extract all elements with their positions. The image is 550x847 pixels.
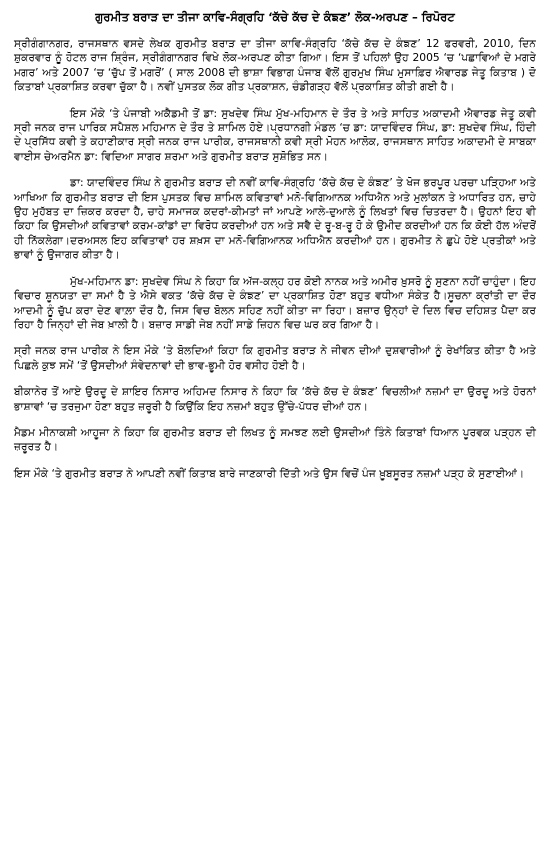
paragraph-sukhdev-singh: ਮੁੱਖ-ਮਹਿਮਾਨ ਡਾ: ਸੁਖਦੇਵ ਸਿੰਘ ਨੇ ਕਿਹਾ ਕਿ ਅੱਜ-ਕਲ੍ਹ ਹਰ ਕੋਈ ਨਾਨਕ ਅਤੇ ਅਮੀਰ ਖ਼ੁਸਰੋ ਨੂੰ ਸੁਣਨਾ ਨਹੀਂ ਚਾਹੁੰਦਾ। ਇਹ ਵਿਚਾਰ ਸ਼ੂਨਯਤਾ ਦਾ ਸਮਾਂ ਹੈ ਤੇ ਐਸੇ ਵਕਤ ‘ਕੱਚੇ ਕੱਚ ਦੇ ਕੰਙਣ’ ਦਾ ਪ੍ਰਕਾਸ਼ਿਤ ਹੋਣਾ ਬਹੁਤ ਵਧੀਆ ਸੰਕੇਤ ਹੈ।ਸੂਚਨਾ ਕ੍ਰਾਂਤੀ ਦਾ ਦੌਰ ਆਦਮੀ ਨੂੰ ਚੁੱਪ ਕਰਾ ਦੇਣ ਵਾਲ਼ਾ ਦੌਰ ਹੈ, ਜਿਸ ਵਿਚ ਬੋਲਨ ਸਹਿਣ ਨਹੀਂ ਕੀਤਾ ਜਾ ਰਿਹਾ। ਬਜ਼ਾਰ ਉਨ੍ਹਾਂ ਦੇ ਦਿਲ ਵਿਚ ਦਹਿਸ਼ਤ ਪੈਦਾ ਕਰ ਰਿਹਾ ਹੈ ਜਿਨ੍ਹਾਂ ਦੀ ਜੇਬ ਖ਼ਾਲੀ ਹੈ। ਬਜ਼ਾਰ ਸਾਡੀ ਜੇਬ ਨਹੀਂ ਸਾਡੇ ਜ਼ਿਹਨ ਵਿਚ ਘਰ ਕਰ ਗਿਆ ਹੈ। — [14, 274, 536, 331]
paragraph-guests: ਇਸ ਮੌਕੇ ‘ਤੇ ਪੰਜਾਬੀ ਅਕੈਡਮੀ ਤੋਂ ਡਾ: ਸੁਖਦੇਵ ਸਿੰਘ ਮੁੱਖ-ਮਹਿਮਾਨ ਦੇ ਤੌਰ ਤੇ ਅਤੇ ਸਾਹਿਤ ਅਕਾਦਮੀ ਐਵਾਰਡ ਜੇਤੂ ਕਵੀ ਸ੍ਰੀ ਜਨਕ ਰਾਜ ਪਾਰਿਕ ਸਪੈਸ਼ਲ ਮਹਿਮਾਨ ਦੇ ਤੌਰ ਤੇ ਸ਼ਾਮਿਲ ਹੋਏ।ਪ੍ਰਧਾਨਗੀ ਮੰਡਲ ‘ਚ ਡਾ: ਯਾਦਵਿੰਦਰ ਸਿੰਘ, ਡਾ: ਸੁਖਦੇਵ ਸਿੰਘ, ਹਿੰਦੀ ਦੇ ਪ੍ਰਸਿੱਧ ਕਵੀ ਤੇ ਕਹਾਣੀਕਾਰ ਸ੍ਰੀ ਜਨਕ ਰਾਜ ਪਾਰੀਕ, ਰਾਜਸਥਾਨੀ ਕਵੀ ਸ੍ਰੀ ਮੋਹਨ ਆਲੋਕ, ਰਾਜਸਥਾਨ ਸਾਹਿਤ ਅਕਾਦਮੀ ਦੇ ਸਾਬਕਾ ਵਾਈਸ ਚੇਅਰਮੈਨ ਡਾ: ਵਿਦਿਆ ਸਾਗਰ ਸ਼ਰਮਾ ਅਤੇ ਗੁਰਮੀਤ ਬਰਾੜ ਸੁਸ਼ੋਭਿਤ ਸਨ। — [14, 106, 536, 163]
paragraph-janak-raj-pareek: ਸ੍ਰੀ ਜਨਕ ਰਾਜ ਪਾਰੀਕ ਨੇ ਇਸ ਮੌਕੇ ‘ਤੇ ਬੋਲਦਿਆਂ ਕਿਹਾ ਕਿ ਗੁਰਮੀਤ ਬਰਾੜ ਨੇ ਜੀਵਨ ਦੀਆਂ ਦੁਸ਼ਵਾਰੀਆਂ ਨੂੰ ਰੇਖਾਂਕਿਤ ਕੀਤਾ ਹੈ ਅਤੇ ਪਿਛਲੇ ਕੁਝ ਸਮੇਂ ‘ਤੋਂ ਉਸਦੀਆਂ ਸੰਵੇਦਨਾਵਾਂ ਦੀ ਭਾਵ-ਭੂਮੀ ਹੋਰ ਵਸੀਹ ਹੋਈ ਹੈ। — [14, 344, 536, 372]
paragraph-nisar-ahmed-nisar: ਬੀਕਾਨੇਰ ਤੋਂ ਆਏ ਉਰਦੂ ਦੇ ਸ਼ਾਇਰ ਨਿਸਾਰ ਅਹਿਮਦ ਨਿਸਾਰ ਨੇ ਕਿਹਾ ਕਿ ‘ਕੱਚੇ ਕੱਚ ਦੇ ਕੰਙਣ’ ਵਿਚਲੀਆਂ ਨਜ਼ਮਾਂ ਦਾ ਉਰਦੂ ਅਤੇ ਹੋਰਨਾਂ ਭਾਸ਼ਾਵਾਂ ‘ਚ ਤਰਜੁਮਾ ਹੋਣਾ ਬਹੁਤ ਜ਼ਰੂਰੀ ਹੈ ਕਿਉਂਕਿ ਇਹ ਨਜ਼ਮਾਂ ਬਹੁਤ ਉੱਚੇ-ਪੱਧਰ ਦੀਆਂ ਹਨ। — [14, 385, 536, 413]
paragraph-poem-reading: ਇਸ ਮੌਕੇ ‘ਤੇ ਗੁਰਮੀਤ ਬਰਾੜ ਨੇ ਆਪਣੀ ਨਵੀਂ ਕਿਤਾਬ ਬਾਰੇ ਜਾਣਕਾਰੀ ਦਿੱਤੀ ਅਤੇ ਉਸ ਵਿਚੋਂ ਪੰਜ ਖ਼ੂਬਸੂਰਤ ਨਜ਼ਮਾਂ ਪੜ੍ਹ ਕੇ ਸੁਣਾਈਆਂ। — [14, 466, 525, 480]
paragraph-meenakshi-ahuja: ਮੈਡਮ ਮੀਨਾਕਸ਼ੀ ਆਹੂਜਾ ਨੇ ਕਿਹਾ ਕਿ ਗੁਰਮੀਤ ਬਰਾੜ ਦੀ ਲਿਖਤ ਨੂੰ ਸਮਝਣ ਲਈ ਉਸਦੀਆਂ ਤਿੰਨੇ ਕਿਤਾਬਾਂ ਧਿਆਨ ਪੂਰਵਕ ਪੜ੍ਹਨ ਦੀ ਜ਼ਰੂਰਤ ਹੈ। — [14, 425, 536, 454]
report-title: ਗੁਰਮੀਤ ਬਰਾੜ ਦਾ ਤੀਜਾ ਕਾਵਿ-ਸੰਗ੍ਰਹਿ ‘ਕੱਚੇ ਕੱਚ ਦੇ ਕੰਙਣ’ ਲੋਕ-ਅਰਪਣ – ਰਿਪੋਰਟ — [95, 10, 455, 24]
paragraph-book-release: ਸ੍ਰੀਗੰਗਾਨਗਰ, ਰਾਜਸਥਾਨ ਵਸਦੇ ਲੇਖਕ ਗੁਰਮੀਤ ਬਰਾੜ ਦਾ ਤੀਜਾ ਕਾਵਿ-ਸੰਗ੍ਰਹਿ ‘ਕੱਚੇ ਕੱਚ ਦੇ ਕੰਙਣ’ 12 ਫਰਵਰੀ, 2010, ਦਿਨ ਸ਼ੁਕਰਵਾਰ ਨੂੰ ਹੋਟਲ ਰਾਜ ਸ਼੍ਰਿੰਜ, ਸ੍ਰੀਗੰਗਾਨਗਰ ਵਿਖੇ ਲੋਕ-ਅਰਪਣ ਕੀਤਾ ਗਿਆ। ਇਸ ਤੋਂ ਪਹਿਲਾਂ ਉਹ 2005 ‘ਚ ‘ਪਛਾਵਿਆਂ ਦੇ ਮਗਰੇ ਮਗਰ’ ਅਤੇ 2007 ‘ਚ ‘ਚੁੱਪ ਤੋਂ ਮਗਰੋਂ’ ( ਸਾਲ 2008 ਦੀ ਭਾਸ਼ਾ ਵਿਭਾਗ ਪੰਜਾਬ ਵੱਲੋਂ ਗੁਰਮੁਖ ਸਿੰਘ ਮੁਸਾਫ਼ਿਰ ਐਵਾਰਡ ਜੇਤੂ ਕਿਤਾਬ ) ਦੋ ਕਿਤਾਬਾਂ ਪ੍ਰਕਾਸ਼ਿਤ ਕਰਵਾ ਚੁੱਕਾ ਹੈ। ਨਵੀਂ ਪੁਸਤਕ ਲੋਕ ਗੀਤ ਪ੍ਰਕਾਸ਼ਨ, ਚੰਡੀਗੜ੍ਹ ਵੱਲੋਂ ਪ੍ਰਕਾਸ਼ਿਤ ਕੀਤੀ ਗਈ ਹੈ। — [14, 37, 536, 94]
paragraph-yadwinder-singh: ਡਾ: ਯਾਦਵਿੰਦਰ ਸਿੰਘ ਨੇ ਗੁਰਮੀਤ ਬਰਾੜ ਦੀ ਨਵੀਂ ਕਾਵਿ-ਸੰਗ੍ਰਹਿ ‘ਕੱਚੇ ਕੱਚ ਦੇ ਕੰਙਣ’ ਤੇ ਖੋਜ ਭਰਪੂਰ ਪਰਚਾ ਪੜ੍ਹਿਆ ਅਤੇ ਆਖਿਆ ਕਿ ਗੁਰਮੀਤ ਬਰਾੜ ਦੀ ਇਸ ਪੁਸਤਕ ਵਿਚ ਸ਼ਾਮਿਲ ਕਵਿਤਾਵਾਂ ਮਨੋ-ਵਿਗਿਆਨਕ ਅਧਿਐਨ ਅਤੇ ਮੁਲਾਂਕਨ ਤੇ ਅਧਾਰਿਤ ਹਨ, ਚਾਹੇ ਉਹ ਮੁਹੱਬਤ ਦਾ ਜ਼ਿਕਰ ਕਰਦਾ ਹੈ, ਚਾਹੇ ਸਮਾਜਕ ਕਦਰਾਂ-ਕੀਮਤਾਂ ਜਾਂ ਆਪਣੇ ਆਲੇ-ਦੁਆਲੇ ਨੂੰ ਲਿਖਤਾਂ ਵਿਚ ਚਿਤਰਦਾ ਹੈ। ਉਹਨਾਂ ਇਹ ਵੀ ਕਿਹਾ ਕਿ ਉਸਦੀਆਂ ਕਵਿਤਾਵਾਂ ਕਰਮ-ਕਾਂਡਾਂ ਦਾ ਵਿਰੋਧ ਕਰਦੀਆਂ ਹਨ ਅਤੇ ਸਵੈ ਦੇ ਰੂ-ਬ-ਰੂ ਹੋ ਕੇ ਉਮੀਦ ਕਰਦੀਆਂ ਹਨ ਕਿ ਕੋਈ ਹੱਲ ਅੰਦਰੋਂ ਹੀ ਨਿੱਕਲੇਗਾ।ਦਰਅਸਲ ਇਹ ਕਵਿਤਾਵਾਂ ਹਰ ਸ਼ਖ਼ਸ ਦਾ ਮਨੋ-ਵਿਗਿਆਨਕ ਅਧਿਐਨ ਕਰਦੀਆਂ ਹਨ। ਗੁਰਮੀਤ ਨੇ ਛੁਪੇ ਹੋਏ ਪ੍ਰਤੀਕਾਂ ਅਤੇ ਭਾਵਾਂ ਨੂੰ ਉਜਾਗਰ ਕੀਤਾ ਹੈ। — [14, 176, 536, 262]
